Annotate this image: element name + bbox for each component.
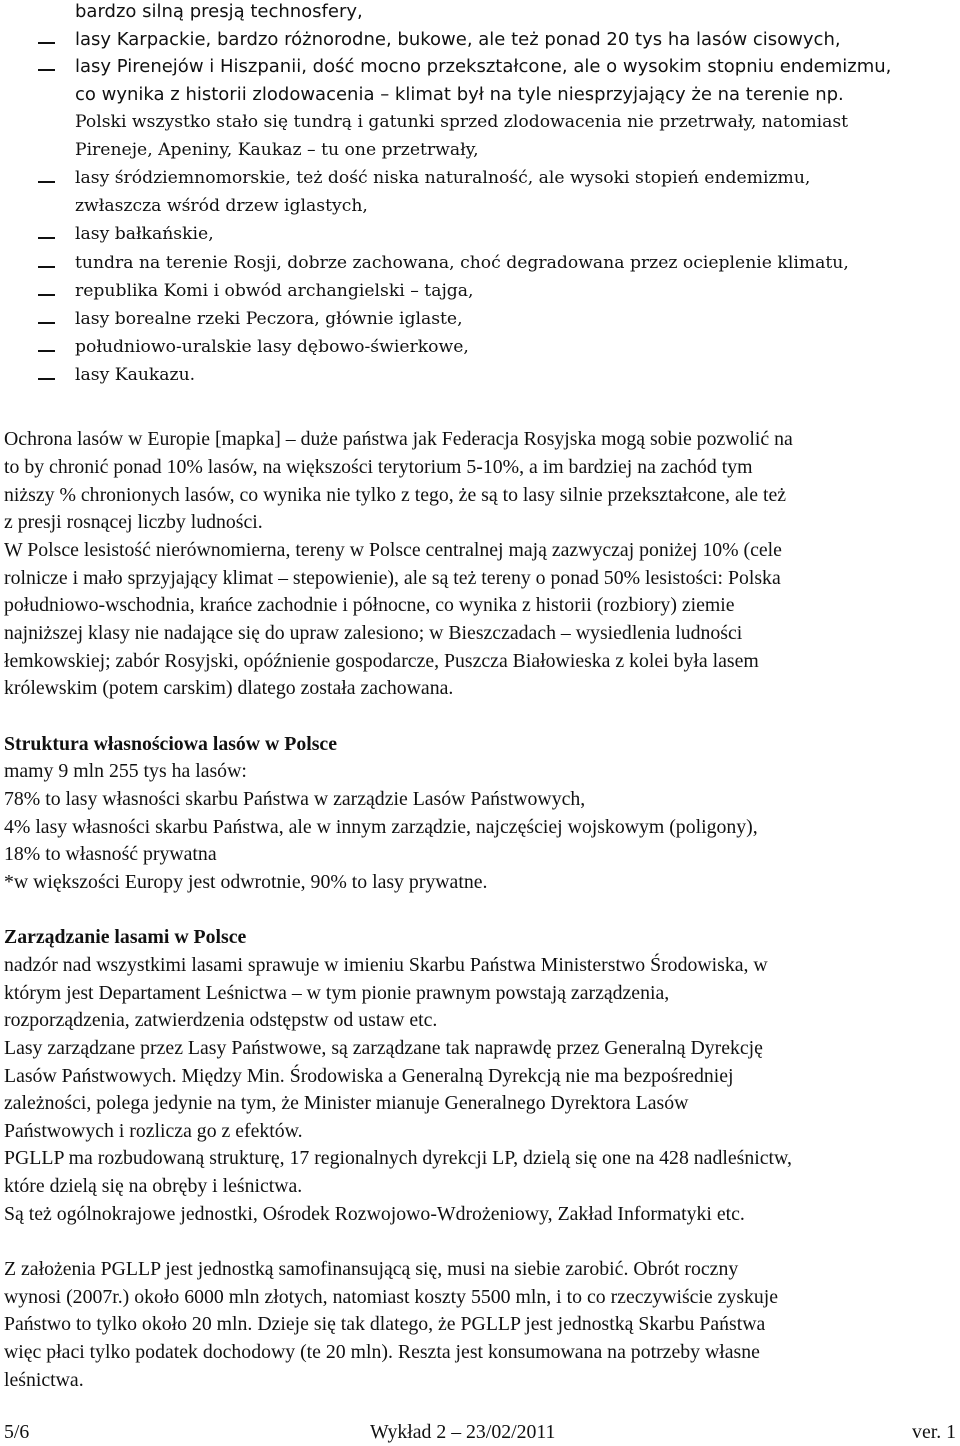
paragraph-line: Są też ogólnokrajowe jednostki, Ośrodek Rozwojowo-Wdrożeniowy, Zakład Informatyki etc. bbox=[4, 1203, 745, 1225]
paragraph-line: 4% lasy własności skarbu Państwa, ale w innym zarządzie, najczęściej wojskowym (poligony), bbox=[4, 816, 758, 838]
paragraph-line: Ochrona lasów w Europie [mapka] – duże państwa jak Federacja Rosyjska mogą sobie pozwolić na bbox=[4, 428, 793, 450]
text-line: bardzo silną presją technosfery, bbox=[75, 1, 363, 22]
list-item: republika Komi i obwód archangielski – tajga, bbox=[75, 281, 474, 301]
bullet-dash bbox=[38, 378, 55, 380]
paragraph-line: z presji rosnącej liczby ludności. bbox=[4, 511, 263, 533]
paragraph-line: nadzór nad wszystkimi lasami sprawuje w imieniu Skarbu Państwa Ministerstwo Środowiska, w bbox=[4, 954, 768, 976]
bullet-dash bbox=[38, 69, 55, 71]
bullet-dash bbox=[38, 42, 55, 44]
text-line: Pireneje, Apeniny, Kaukaz – tu one przetrwały, bbox=[75, 140, 479, 160]
bullet-dash bbox=[38, 294, 55, 296]
paragraph-line: *w większości Europy jest odwrotnie, 90% to lasy prywatne. bbox=[4, 871, 488, 893]
list-item: lasy Kaukazu. bbox=[75, 365, 196, 385]
bullet-dash bbox=[38, 237, 55, 239]
paragraph-line: W Polsce lesistość nierównomierna, tereny w Polsce centralnej mają zazwyczaj poniżej 10% (cele bbox=[4, 539, 782, 561]
list-item: lasy borealne rzeki Peczora, głównie iglaste, bbox=[75, 309, 463, 329]
list-item: lasy bałkańskie, bbox=[75, 224, 214, 244]
list-item: tundra na terenie Rosji, dobrze zachowana, choć degradowana przez ocieplenie klimatu, bbox=[75, 253, 849, 273]
section-heading: Zarządzanie lasami w Polsce bbox=[4, 926, 247, 948]
paragraph-line: Z założenia PGLLP jest jednostką samofinansującą się, musi na siebie zarobić. Obrót roczny bbox=[4, 1258, 739, 1280]
paragraph-line: leśnictwa. bbox=[4, 1369, 84, 1391]
list-item: lasy śródziemnomorskie, też dość niska naturalność, ale wysoki stopień endemizmu, bbox=[75, 168, 811, 188]
paragraph-line: południowo-wschodnia, krańce zachodnie i północne, co wynika z historii (rozbiory) ziemie bbox=[4, 594, 735, 616]
section-heading: Struktura własnościowa lasów w Polsce bbox=[4, 733, 337, 755]
paragraph-line: Lasy zarządzane przez Lasy Państwowe, są zarządzane tak naprawdę przez Generalną Dyrekcję bbox=[4, 1037, 763, 1059]
page-number: 5/6 bbox=[4, 1421, 30, 1443]
paragraph-line: które dzielą się na obręby i leśnictwa. bbox=[4, 1175, 303, 1197]
paragraph-line: zależności, polega jedynie na tym, że Minister mianuje Generalnego Dyrektora Lasów bbox=[4, 1092, 689, 1114]
bullet-dash bbox=[38, 266, 55, 268]
paragraph-line: PGLLP ma rozbudowaną strukturę, 17 regionalnych dyrekcji LP, dzielą się one na 428 nadleśnictw, bbox=[4, 1147, 792, 1169]
paragraph-line: więc płaci tylko podatek dochodowy (te 20 mln). Reszta jest konsumowana na potrzeby własne bbox=[4, 1341, 760, 1363]
list-item: południowo-uralskie lasy dębowo-świerkowe, bbox=[75, 337, 469, 357]
paragraph-line: Państwo to tylko około 20 mln. Dzieje się tak dlatego, że PGLLP jest jednostką Skarbu Państwa bbox=[4, 1313, 766, 1335]
bullet-dash bbox=[38, 350, 55, 352]
text-line: Polski wszystko stało się tundrą i gatunki sprzed zlodowacenia nie przetrwały, natomiast bbox=[75, 112, 849, 132]
bullet-dash bbox=[38, 322, 55, 324]
footer-title: Wykład 2 – 23/02/2011 bbox=[370, 1421, 556, 1443]
paragraph-line: wynosi (2007r.) około 6000 mln złotych, natomiast koszty 5500 mln, i to co rzeczywiście zyskuje bbox=[4, 1286, 779, 1308]
paragraph-line: rozporządzenia, zatwierdzenia odstępstw od ustaw etc. bbox=[4, 1009, 438, 1031]
paragraph-line: Państwowych i rozlicza go z efektów. bbox=[4, 1120, 303, 1142]
paragraph-line: którym jest Departament Leśnictwa – w tym pionie prawnym powstają zarządzenia, bbox=[4, 982, 670, 1004]
paragraph-line: niższy % chronionych lasów, co wynika nie tylko z tego, że są to lasy silnie przekształcone, ale też bbox=[4, 484, 787, 506]
paragraph-line: mamy 9 mln 255 tys ha lasów: bbox=[4, 760, 247, 782]
paragraph-line: łemkowskiej; zabór Rosyjski, opóźnienie gospodarcze, Puszcza Białowieska z kolei była lasem bbox=[4, 650, 759, 672]
text-line: co wynika z historii zlodowacenia – klimat był na tyle niesprzyjający że na terenie np. bbox=[75, 84, 844, 105]
paragraph-line: rolnicze i mało sprzyjający klimat – stepowienie), ale są też tereny o ponad 50% lesistości: Polska bbox=[4, 567, 781, 589]
list-item: lasy Karpackie, bardzo różnorodne, bukowe, ale też ponad 20 tys ha lasów cisowych, bbox=[75, 29, 841, 50]
text-line: zwłaszcza wśród drzew iglastych, bbox=[75, 196, 368, 216]
bullet-dash bbox=[38, 181, 55, 183]
paragraph-line: 18% to własność prywatna bbox=[4, 843, 217, 865]
paragraph-line: królewskim (potem carskim) dlatego została zachowana. bbox=[4, 677, 454, 699]
paragraph-line: 78% to lasy własności skarbu Państwa w zarządzie Lasów Państwowych, bbox=[4, 788, 586, 810]
version-label: ver. 1 bbox=[912, 1421, 956, 1443]
paragraph-line: to by chronić ponad 10% lasów, na większości terytorium 5-10%, a im bardziej na zachód tym bbox=[4, 456, 753, 478]
list-item: lasy Pirenejów i Hiszpanii, dość mocno przekształcone, ale o wysokim stopniu endemizmu, bbox=[75, 56, 892, 77]
paragraph-line: najniższej klasy nie nadające się do upraw zalesiono; w Bieszczadach – wysiedlenia ludności bbox=[4, 622, 743, 644]
paragraph-line: Lasów Państwowych. Między Min. Środowiska a Generalną Dyrekcją nie ma bezpośredniej bbox=[4, 1065, 734, 1087]
